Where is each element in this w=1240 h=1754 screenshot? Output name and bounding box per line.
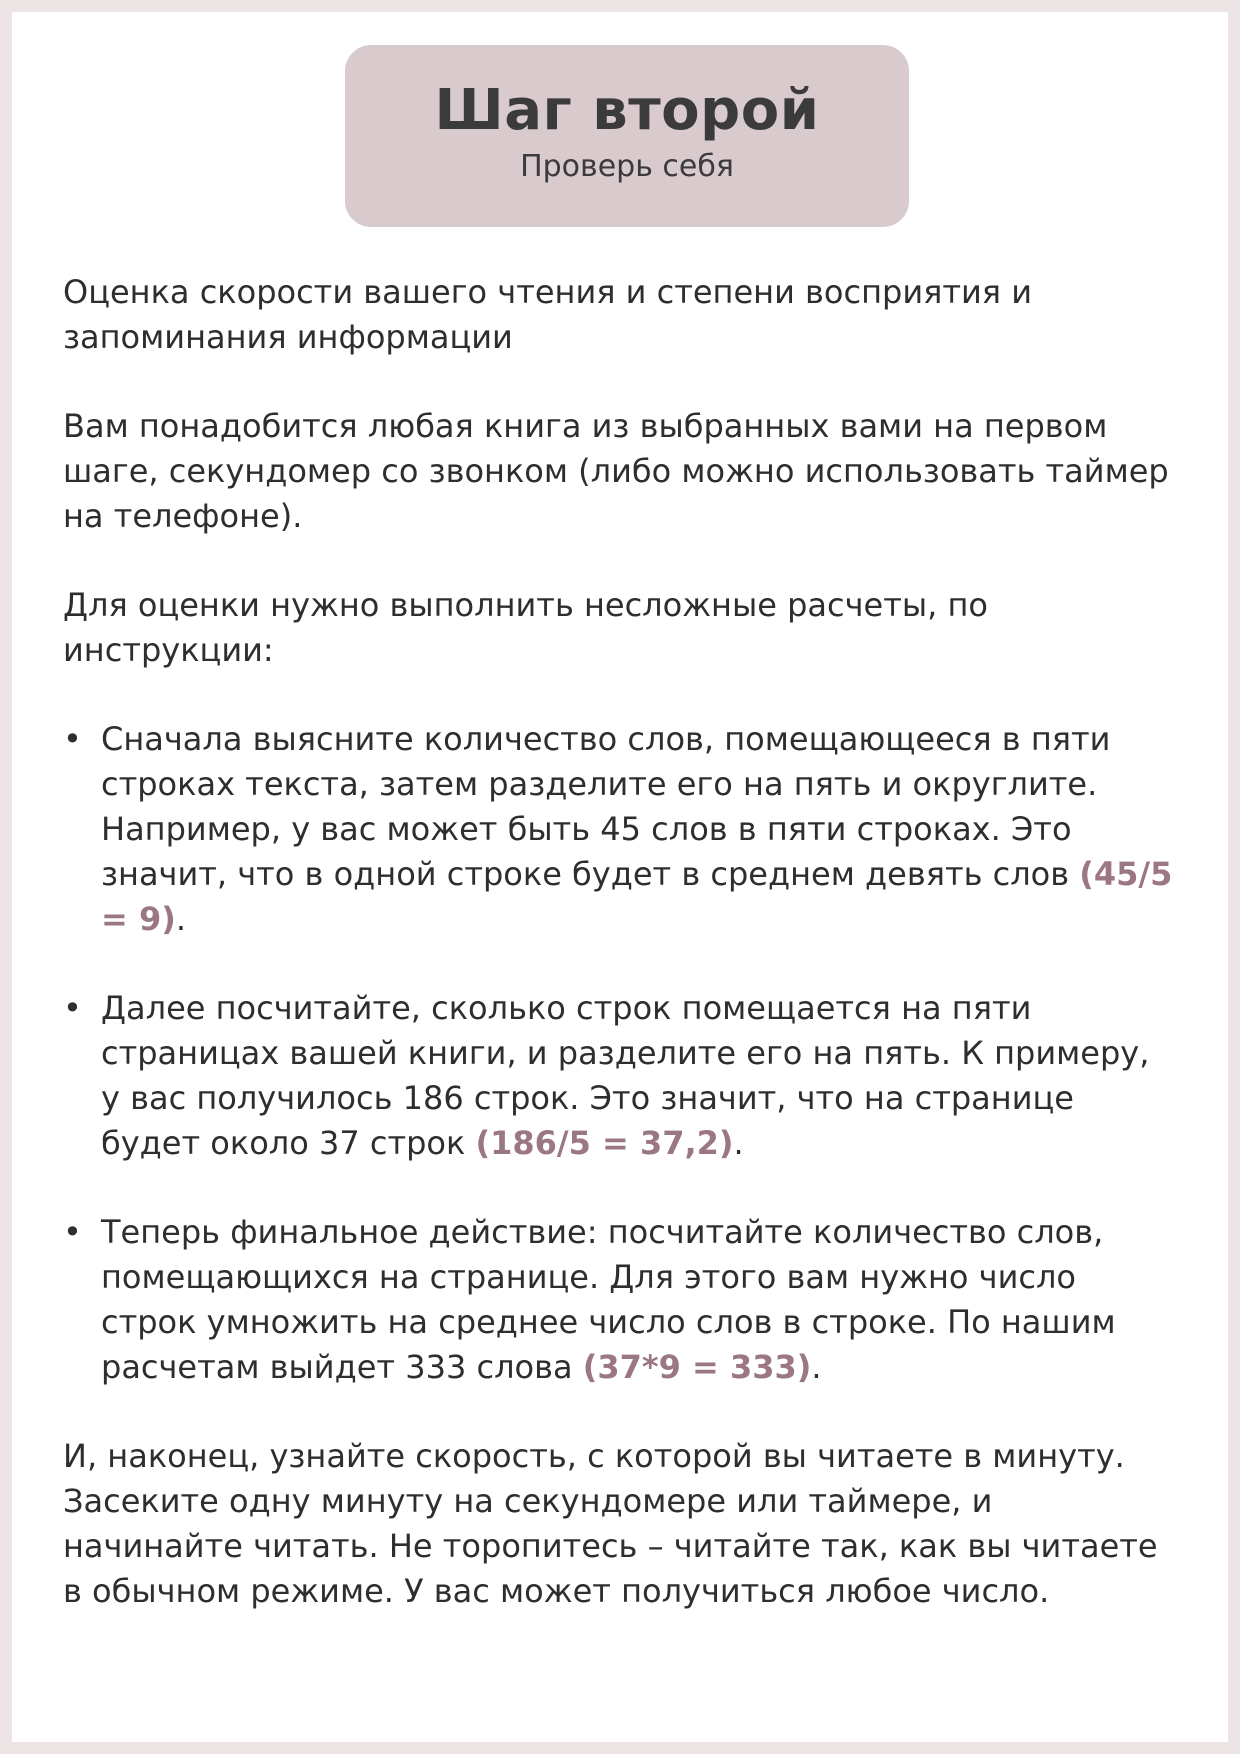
step-text: Теперь финальное действие: посчитайте количество слов, помещающихся на странице. Для этого вам нужно число строк умножить на среднее число слов в строке. По нашим расчетам выйдет 333 слова [101, 1213, 1116, 1386]
list-item [63, 986, 1173, 1166]
step-end: . [175, 900, 187, 938]
bullet: • [63, 1213, 82, 1251]
content [63, 270, 1173, 1614]
bullet: • [63, 989, 82, 1027]
list-item [63, 1210, 1173, 1390]
step-text: Сначала выясните количество слов, помещающееся в пяти строках текста, затем разделите его на пять и округлите. Например, у вас может быть 45 слов в пяти строках. Это значит, что в одной строке будет в среднем девять слов [101, 720, 1111, 893]
page-title: Шаг второй [434, 78, 820, 143]
step-text: Далее посчитайте, сколько строк помещается на пяти страницах вашей книги, и разделите его на пять. К примеру, у вас получилось 186 строк. Это значит, что на странице будет около 37 строк [101, 989, 1150, 1162]
bullet: • [63, 720, 82, 758]
materials-paragraph: Вам понадобится любая книга из выбранных вами на первом шаге, секундомер со звонком (либо можно использовать таймер на телефоне). [63, 407, 1169, 535]
step-formula: (37*9 = 333) [582, 1348, 812, 1386]
steps-list [63, 717, 1173, 1390]
step-end: . [811, 1348, 822, 1386]
header-box [345, 45, 909, 227]
instructions-lead: Для оценки нужно выполнить несложные расчеты, по инструкции: [63, 586, 988, 669]
step-end: . [733, 1124, 744, 1162]
page-subtitle: Проверь себя [520, 149, 734, 184]
step-formula: (45/5 = 9) [101, 855, 1173, 938]
step-formula: (186/5 = 37,2) [475, 1124, 734, 1162]
intro-paragraph: Оценка скорости вашего чтения и степени восприятия и запоминания информации [63, 273, 1033, 356]
list-item [63, 717, 1173, 942]
final-paragraph: И, наконец, узнайте скорость, с которой вы читаете в минуту. Засеките одну минуту на секундомере или таймере, и начинайте читать. Не торопитесь – читайте так, как вы читаете в обычном режиме. У вас может получиться любое число. [63, 1437, 1158, 1610]
